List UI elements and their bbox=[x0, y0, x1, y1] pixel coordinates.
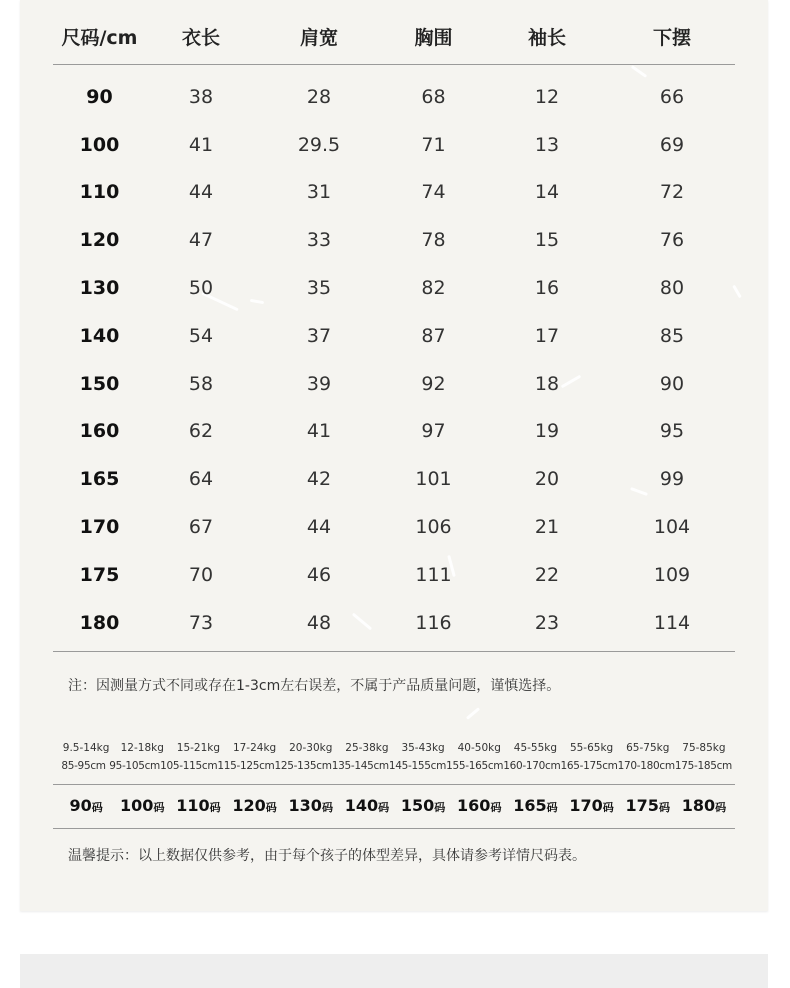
weight-range: 12-18kg bbox=[120, 742, 164, 754]
size-chart-card bbox=[20, 0, 768, 911]
size-label: 140码 bbox=[344, 796, 390, 815]
cell-length: 41 bbox=[188, 133, 214, 156]
cell-size: 130 bbox=[79, 277, 120, 300]
table-row bbox=[53, 264, 735, 312]
cell-hem: 69 bbox=[659, 133, 685, 156]
cell-chest: 78 bbox=[421, 229, 446, 252]
cell-length: 50 bbox=[188, 277, 214, 300]
cell-length: 47 bbox=[188, 229, 214, 252]
table-row bbox=[53, 73, 735, 121]
table-row bbox=[53, 216, 735, 264]
measurement-note: 注：因测量方式不同或存在1-3cm左右误差，不属于产品质量问题，谨慎选择。 bbox=[68, 678, 561, 694]
cell-shoulder: 37 bbox=[306, 324, 332, 347]
table-header bbox=[53, 10, 735, 62]
cell-length: 54 bbox=[188, 324, 214, 347]
cell-shoulder: 46 bbox=[306, 563, 332, 586]
cell-size: 180 bbox=[79, 611, 120, 634]
height-range: 105-115cm bbox=[160, 760, 218, 772]
table-row bbox=[53, 503, 735, 551]
cell-size: 110 bbox=[79, 181, 120, 204]
table-bottom-divider bbox=[53, 651, 735, 652]
cell-length: 62 bbox=[188, 420, 214, 443]
cell-chest: 116 bbox=[415, 611, 452, 634]
cell-sleeve: 18 bbox=[534, 372, 560, 395]
cell-hem: 80 bbox=[659, 277, 685, 300]
cell-sleeve: 16 bbox=[534, 277, 560, 300]
weight-range: 25-38kg bbox=[345, 742, 389, 754]
height-range: 125-135cm bbox=[274, 760, 332, 772]
header-shoulder: 肩宽 bbox=[299, 26, 338, 49]
cell-chest: 92 bbox=[421, 372, 446, 395]
cell-shoulder: 33 bbox=[306, 229, 332, 252]
cell-length: 64 bbox=[188, 468, 214, 491]
height-range: 145-155cm bbox=[388, 760, 447, 772]
height-range-row bbox=[58, 760, 732, 772]
table-row bbox=[53, 599, 735, 647]
cell-chest: 71 bbox=[421, 133, 446, 156]
cell-chest: 87 bbox=[421, 324, 446, 347]
header-hem: 下摆 bbox=[652, 26, 691, 49]
cell-sleeve: 13 bbox=[534, 133, 560, 156]
height-range: 155-165cm bbox=[446, 760, 504, 772]
cell-size: 175 bbox=[79, 563, 120, 586]
recommended-size-row bbox=[58, 796, 732, 815]
size-label: 100码 bbox=[120, 796, 165, 815]
cell-shoulder: 44 bbox=[306, 516, 332, 539]
cell-chest: 97 bbox=[421, 420, 446, 443]
cell-shoulder: 41 bbox=[306, 420, 332, 443]
cell-size: 170 bbox=[79, 516, 120, 539]
cell-hem: 99 bbox=[659, 468, 685, 491]
size-label: 110码 bbox=[176, 796, 221, 815]
cell-length: 44 bbox=[188, 181, 214, 204]
cell-length: 38 bbox=[188, 85, 214, 108]
cell-hem: 95 bbox=[659, 420, 685, 443]
reference-tip: 温馨提示：以上数据仅供参考，由于每个孩子的体型差异，具体请参考详情尺码表。 bbox=[68, 848, 586, 864]
recommend-divider-bottom bbox=[53, 828, 735, 829]
cell-chest: 106 bbox=[415, 516, 452, 539]
cell-chest: 74 bbox=[421, 181, 446, 204]
cell-hem: 90 bbox=[659, 372, 685, 395]
cell-shoulder: 31 bbox=[306, 181, 332, 204]
table-row bbox=[53, 121, 735, 169]
cell-chest: 68 bbox=[421, 85, 446, 108]
cell-shoulder: 42 bbox=[306, 468, 332, 491]
table-row bbox=[53, 408, 735, 456]
cell-hem: 104 bbox=[653, 516, 691, 539]
cell-hem: 85 bbox=[659, 324, 685, 347]
weight-range: 75-85kg bbox=[682, 742, 726, 754]
weight-range: 35-43kg bbox=[401, 742, 445, 754]
cell-length: 70 bbox=[188, 563, 214, 586]
cell-shoulder: 39 bbox=[306, 372, 332, 395]
cell-size: 140 bbox=[79, 324, 120, 347]
cell-hem: 76 bbox=[659, 229, 685, 252]
height-range: 170-180cm bbox=[617, 760, 675, 772]
size-label: 170码 bbox=[569, 796, 614, 815]
size-label: 90码 bbox=[69, 796, 103, 815]
table-body bbox=[53, 73, 735, 647]
size-label: 180码 bbox=[681, 796, 727, 815]
cell-hem: 72 bbox=[659, 181, 685, 204]
weight-range: 15-21kg bbox=[176, 742, 221, 754]
cell-sleeve: 22 bbox=[534, 563, 560, 586]
size-label: 165码 bbox=[513, 796, 558, 815]
cell-length: 73 bbox=[188, 611, 214, 634]
table-row bbox=[53, 169, 735, 217]
height-range: 175-185cm bbox=[674, 760, 732, 772]
size-label: 175码 bbox=[625, 796, 670, 815]
cell-sleeve: 19 bbox=[534, 420, 560, 443]
cell-shoulder: 48 bbox=[306, 611, 332, 634]
cell-length: 67 bbox=[188, 516, 214, 539]
height-range: 95-105cm bbox=[109, 760, 160, 772]
cell-size: 165 bbox=[79, 468, 120, 491]
weight-range: 9.5-14kg bbox=[62, 742, 110, 754]
cell-size: 160 bbox=[79, 420, 120, 443]
cell-shoulder: 28 bbox=[306, 85, 332, 108]
cell-shoulder: 29.5 bbox=[297, 133, 341, 156]
cell-shoulder: 35 bbox=[306, 277, 332, 300]
size-label: 150码 bbox=[400, 796, 446, 815]
cell-chest: 111 bbox=[415, 563, 452, 586]
cell-chest: 82 bbox=[421, 277, 446, 300]
weight-range: 55-65kg bbox=[569, 742, 614, 754]
height-range: 85-95cm bbox=[61, 760, 106, 772]
height-range: 165-175cm bbox=[560, 760, 618, 772]
cell-sleeve: 17 bbox=[534, 324, 560, 347]
header-length: 衣长 bbox=[181, 26, 220, 49]
weight-range: 45-55kg bbox=[513, 742, 558, 754]
weight-range: 40-50kg bbox=[457, 742, 501, 754]
cell-sleeve: 15 bbox=[534, 229, 560, 252]
weight-range: 17-24kg bbox=[232, 742, 277, 754]
cell-size: 120 bbox=[79, 229, 120, 252]
header-divider bbox=[53, 64, 735, 65]
size-label: 160码 bbox=[457, 796, 502, 815]
weight-range: 65-75kg bbox=[626, 742, 670, 754]
table-row bbox=[53, 551, 735, 599]
cell-sleeve: 12 bbox=[534, 85, 560, 108]
cell-hem: 66 bbox=[659, 85, 685, 108]
cell-sleeve: 21 bbox=[534, 516, 560, 539]
cell-length: 58 bbox=[188, 372, 214, 395]
table-row bbox=[53, 360, 735, 408]
height-range: 115-125cm bbox=[217, 760, 275, 772]
cell-hem: 109 bbox=[653, 563, 691, 586]
header-sleeve: 袖长 bbox=[527, 26, 566, 49]
header-size: 尺码/cm bbox=[61, 26, 138, 49]
cell-size: 100 bbox=[79, 133, 120, 156]
table-row bbox=[53, 455, 735, 503]
cell-sleeve: 20 bbox=[534, 468, 560, 491]
size-label: 120码 bbox=[232, 796, 277, 815]
cell-sleeve: 14 bbox=[534, 181, 560, 204]
cell-chest: 101 bbox=[415, 468, 452, 491]
next-section-strip bbox=[20, 954, 768, 988]
cell-hem: 114 bbox=[653, 611, 691, 634]
size-label: 130码 bbox=[288, 796, 333, 815]
recommend-divider-top bbox=[53, 784, 735, 785]
weight-range: 20-30kg bbox=[289, 742, 333, 754]
cell-size: 150 bbox=[79, 372, 120, 395]
cell-size: 90 bbox=[86, 85, 113, 108]
header-chest: 胸围 bbox=[414, 26, 453, 49]
height-range: 160-170cm bbox=[503, 760, 561, 772]
weight-range-row bbox=[58, 742, 732, 754]
cell-sleeve: 23 bbox=[534, 611, 560, 634]
height-range: 135-145cm bbox=[331, 760, 389, 772]
table-row bbox=[53, 312, 735, 360]
